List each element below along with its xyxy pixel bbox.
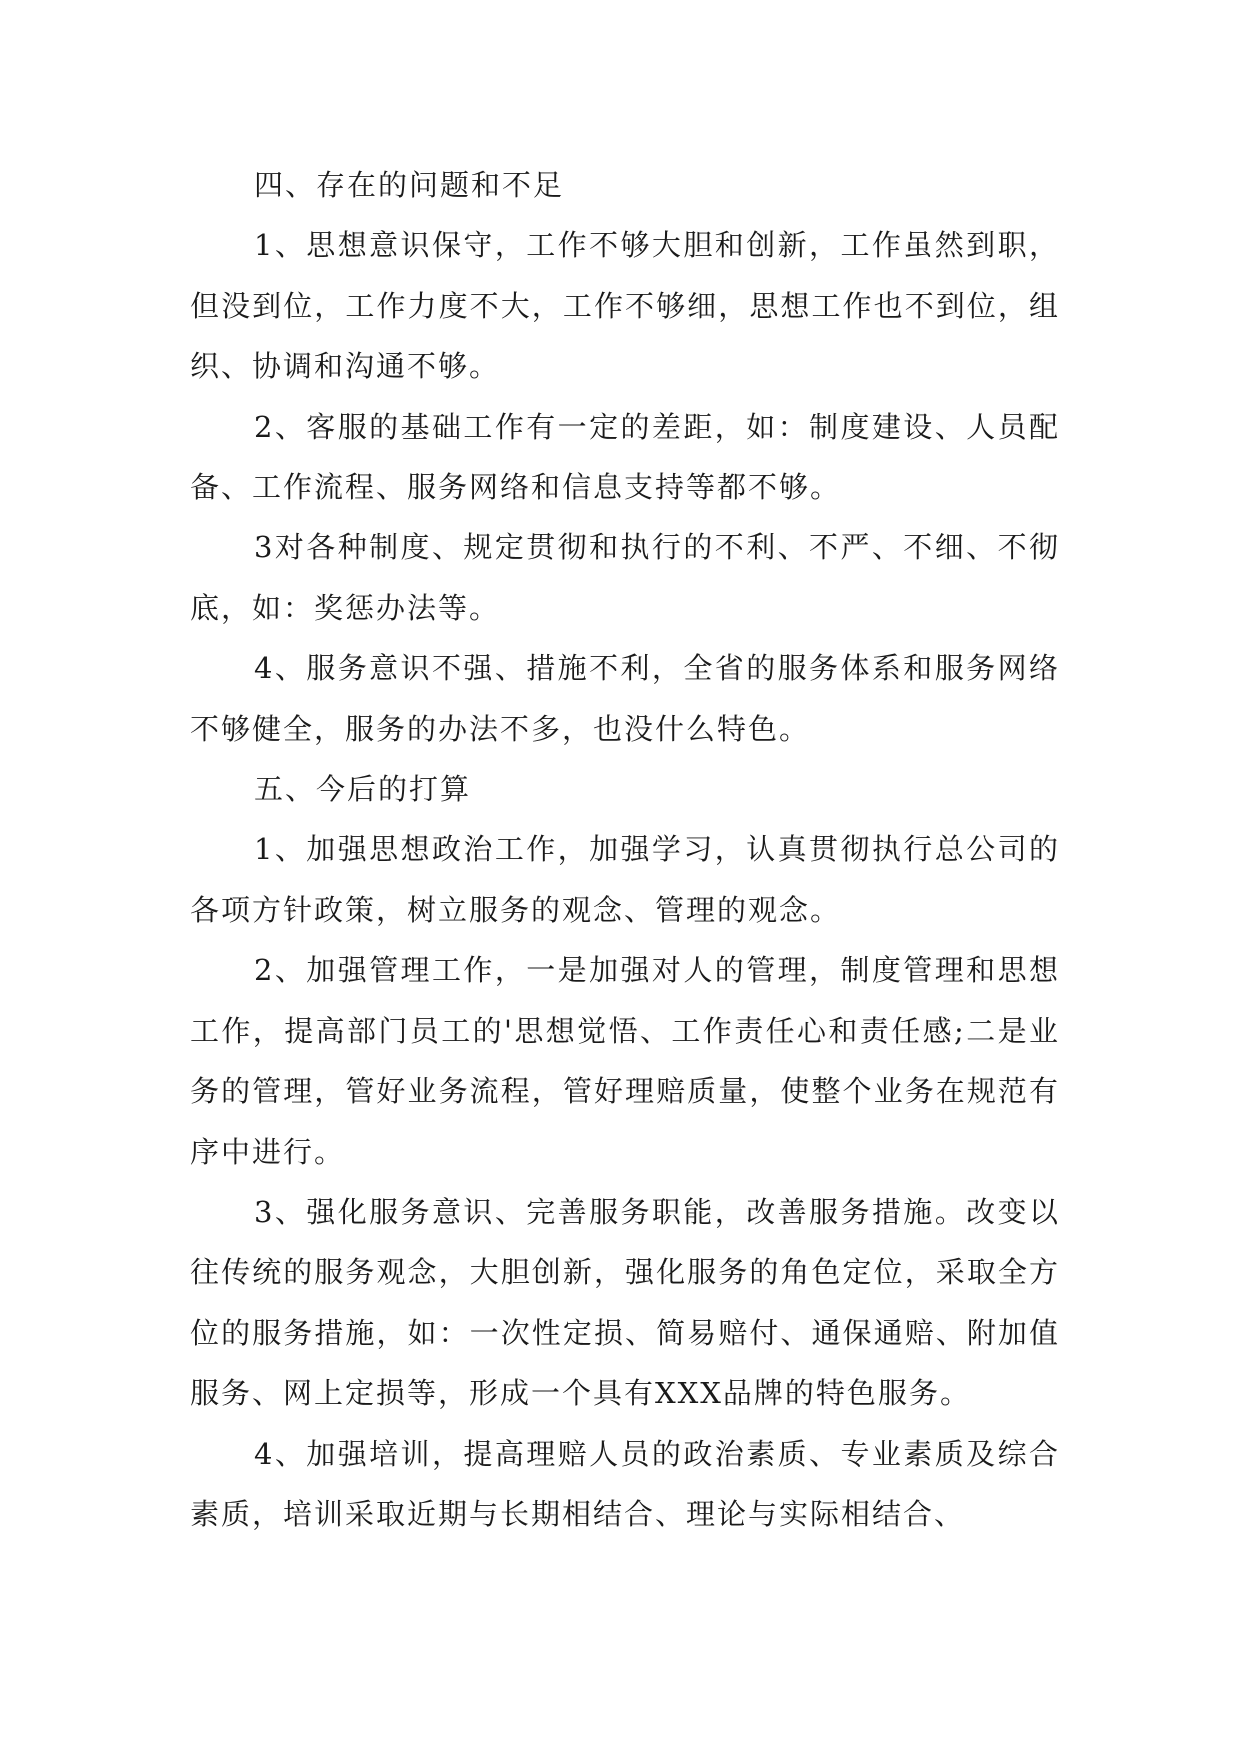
paragraph-problem-4: 4、服务意识不强、措施不利，全省的服务体系和服务网络不够健全，服务的办法不多，也没什么特色。: [190, 651, 1060, 746]
paragraph-problem-1: 1、思想意识保守，工作不够大胆和创新，工作虽然到职，但没到位，工作力度不大，工作不够细，思想工作也不到位，组织、协调和沟通不够。: [190, 228, 1060, 384]
paragraph-plan-2: 2、加强管理工作，一是加强对人的管理，制度管理和思想工作，提高部门员工的'思想觉悟、工作责任心和责任感;二是业务的管理，管好业务流程，管好理赔质量，使整个业务在规范有序中进行。: [190, 953, 1060, 1169]
paragraph-problem-2: 2、客服的基础工作有一定的差距，如：制度建设、人员配备、工作流程、服务网络和信息支持等都不够。: [190, 409, 1060, 505]
document-page: [190, 155, 1060, 1544]
section-heading-problems: 四、存在的问题和不足: [254, 168, 565, 202]
paragraph-plan-1: 1、加强思想政治工作，加强学习，认真贯彻执行总公司的各项方针政策，树立服务的观念、管理的观念。: [190, 832, 1060, 927]
section-heading-plans: 五、今后的打算: [254, 772, 472, 807]
paragraph-plan-4: 4、加强培训，提高理赔人员的政治素质、专业素质及综合素质，培训采取近期与长期相结合、理论与实际相结合、: [190, 1436, 1060, 1531]
paragraph-plan-3: 3、强化服务意识、完善服务职能，改善服务措施。改变以往传统的服务观念，大胆创新，强化服务的角色定位，采取全方位的服务措施，如：一次性定损、简易赔付、通保通赔、附加值服务、网上定损等，形成一个具有XXX品牌的特色服务。: [190, 1194, 1060, 1411]
paragraph-problem-3: 3对各种制度、规定贯彻和执行的不利、不严、不细、不彻底，如：奖惩办法等。: [190, 530, 1060, 625]
